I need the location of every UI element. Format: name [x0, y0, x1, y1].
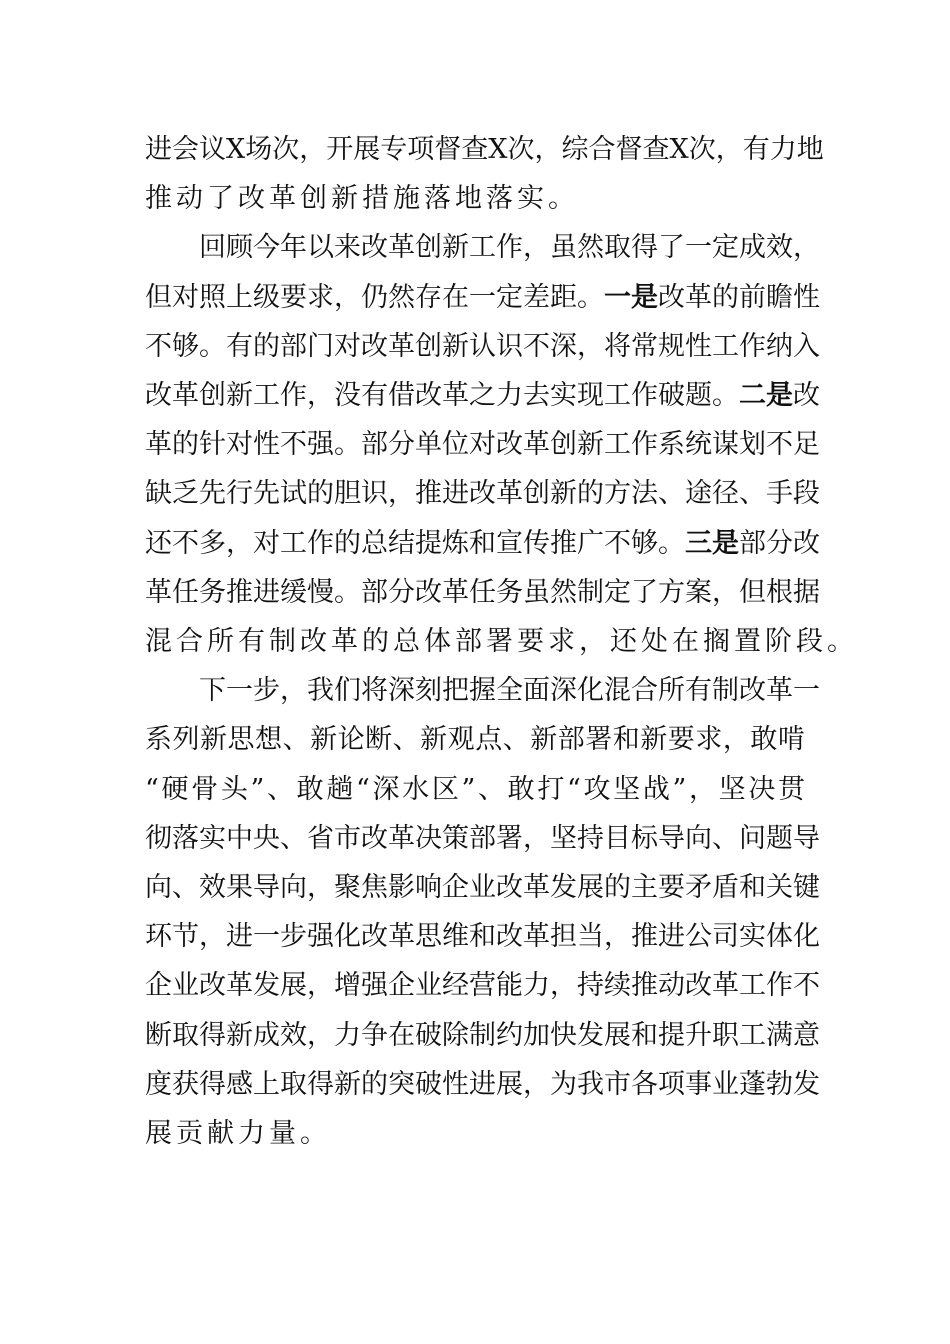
text-line: 改 革 创 新 工 作 ， 没 有 借 改 革 之 力 去 实 现 工 作 破 题 。 二 是 改: [145, 380, 820, 411]
text-line: 推 动 了 改 革 创 新 措 施 落 地 落 实 。: [145, 183, 575, 215]
text-line: 断 取 得 新 成 效 ， 力 争 在 破 除 制 约 加 快 发 展 和 提 升 职 工 满 意: [145, 1019, 820, 1051]
text-line: 度 获 得 感 上 取 得 新 的 突 破 性 进 展 ， 为 我 市 各 项 事 业 蓬 勃 发: [145, 1068, 820, 1100]
text-line: 革 的 针 对 性 不 强 。 部 分 单 位 对 改 革 创 新 工 作 系 统 谋 划 不 足: [145, 429, 820, 461]
text-line: 回 顾 今 年 以 来 改 革 创 新 工 作 ， 虽 然 取 得 了 一 定 成 效 ，: [199, 232, 820, 264]
text-line: “ 硬 骨 头 ” 、 敢 趟 “ 深 水 区 ” 、 敢 打 “ 攻 坚 战 ” ， 坚 决 贯: [145, 773, 805, 805]
text-line: 混 合 所 有 制 改 革 的 总 体 部 署 要 求 ， 还 处 在 搁 置 阶 段 。: [145, 626, 854, 657]
text-line: 革 任 务 推 进 缓 慢 。 部 分 改 革 任 务 虽 然 制 定 了 方 案 ， 但 根 据: [145, 576, 820, 608]
text-line: 但 对 照 上 级 要 求 ， 仍 然 存 在 一 定 差 距 。 一 是 改 革 的 前 瞻 性: [145, 281, 820, 313]
text-line: 环 节 ， 进 一 步 强 化 改 革 思 维 和 改 革 担 当 ， 推 进 公 司 实 体 化: [145, 921, 820, 953]
text-line: 进 会 议 X 场 次 ， 开 展 专 项 督 查 X 次 ， 综 合 督 查 X 次 ， 有 力 地: [145, 134, 824, 165]
text-line: 向 、 效 果 导 向 ， 聚 焦 影 响 企 业 改 革 发 展 的 主 要 矛 盾 和 关 键: [145, 872, 820, 903]
text-line: 彻 落 实 中 央 、 省 市 改 革 决 策 部 署 ， 坚 持 目 标 导 向 、 问 题 导: [145, 822, 820, 854]
text-line: 系 列 新 思 想 、 新 论 断 、 新 观 点 、 新 部 署 和 新 要 求 ， 敢 啃: [145, 724, 805, 756]
text-line: 不 够 。 有 的 部 门 对 改 革 创 新 认 识 不 深 ， 将 常 规 性 工 作 纳 入: [145, 330, 820, 362]
text-line: 企 业 改 革 发 展 ， 增 强 企 业 经 营 能 力 ， 持 续 推 动 改 革 工 作 不: [145, 970, 820, 1002]
text-line: 还 不 多 ， 对 工 作 的 总 结 提 炼 和 宣 传 推 广 不 够 。 三 是 部 分 改: [145, 527, 820, 559]
text-line: 缺 乏 先 行 先 试 的 胆 识 ， 推 进 改 革 创 新 的 方 法 、 途 径 、 手 段: [145, 478, 820, 510]
text-line: 展 贡 献 力 量 。: [145, 1118, 327, 1149]
text-line: 下 一 步 ， 我 们 将 深 刻 把 握 全 面 深 化 混 合 所 有 制 改 革 一: [199, 675, 820, 707]
